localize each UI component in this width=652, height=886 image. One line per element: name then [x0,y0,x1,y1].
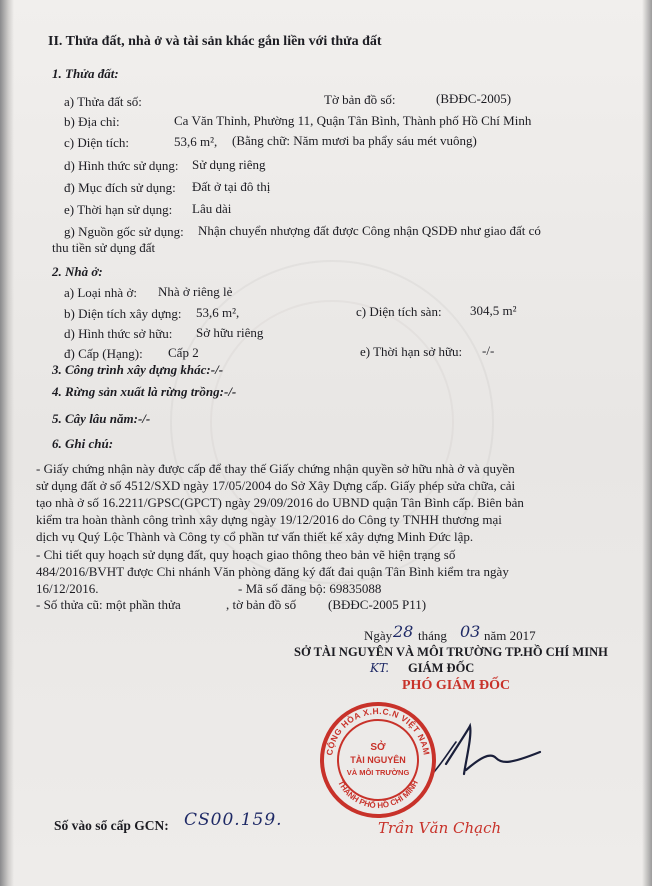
page-edge-right [642,0,652,886]
registry-value: CS00.159. [184,810,283,830]
svg-text:CỘNG HÒA X.H.C.N VIỆT NAM: CỘNG HÒA X.H.C.N VIỆT NAM [324,705,432,757]
ownership-term-value: -/- [482,343,495,358]
issue-month: 03 [460,622,481,641]
area-label: c) Diện tích: [64,135,129,150]
usage-origin-value-cont: thu tiền sử dụng đất [52,240,156,255]
page-edge-left [0,0,14,886]
section-title: II. Thửa đất, nhà ở và tài sản khác gắn liền với thửa đất [48,34,382,49]
ownership-form-value: Sở hữu riêng [196,325,264,340]
registry-code: - Mã số đăng bộ: 69835088 [238,581,382,596]
svg-text:SỞ: SỞ [370,742,386,753]
issue-year: năm 2017 [484,628,536,643]
usage-purpose-value: Đất ở tại đô thị [192,179,271,194]
official-seal [318,700,438,820]
issue-day: 28 [393,622,414,641]
usage-origin-value: Nhận chuyển nhượng đất được Công nhận QSDĐ như giao đất có [198,223,541,238]
usage-origin-label: g) Nguồn gốc sử dụng: [64,224,184,239]
ky-mark: KT. [370,661,390,675]
deputy-director-title: PHÓ GIÁM ĐỐC [402,678,511,693]
perennial-trees: 5. Cây lâu năm:-/- [52,411,151,426]
area-words: (Bằng chữ: Năm mươi ba phẩy sáu mét vuông) [232,133,477,148]
issue-date-prefix: Ngày [364,628,393,643]
old-map-label: , tờ bản đồ số [226,597,297,612]
ownership-term-label: e) Thời hạn sở hữu: [360,344,463,359]
note-line: - Giấy chứng nhận này được cấp để thay thế Giấy chứng nhận quyền sở hữu nhà ở và quyền [36,461,515,476]
usage-term-value: Lâu dài [192,201,232,216]
old-parcel-label: - Số thửa cũ: một phần thửa [36,597,181,612]
land-heading: 1. Thửa đất: [52,66,119,81]
floor-area-label: c) Diện tích sàn: [356,304,442,319]
usage-term-label: e) Thời hạn sử dụng: [64,202,173,217]
issuing-agency: SỞ TÀI NGUYÊN VÀ MÔI TRƯỜNG TP.HỒ CHÍ MINH [294,645,608,659]
registry-label: Số vào sổ cấp GCN: [54,818,169,833]
usage-form-value: Sử dụng riêng [192,157,266,172]
land-number-label: a) Thửa đất số: [64,94,142,109]
floor-area-value: 304,5 m² [470,303,517,318]
svg-text:VÀ MÔI TRƯỜNG: VÀ MÔI TRƯỜNG [346,768,410,777]
note-line: 16/12/2016. [36,581,99,596]
house-type-value: Nhà ở riêng lẻ [158,284,233,299]
note-line: 484/2016/BVHT được Chi nhánh Văn phòng đăng ký đất đai quận Tân Bình kiểm tra ngày [36,564,509,579]
house-grade-value: Cấp 2 [168,345,199,360]
house-heading: 2. Nhà ở: [52,264,103,279]
note-line: dịch vụ Quý Lộc Thành và Công ty cổ phần tư vấn thiết kế xây dựng Minh Đức lập. [36,529,474,544]
usage-form-label: d) Hình thức sử dụng: [64,158,179,173]
note-line: - Chi tiết quy hoạch sử dụng đất, quy hoạch giao thông theo bản vẽ hiện trạng số [36,547,456,562]
map-sheet-label: Tờ bản đồ số: [324,92,396,107]
house-type-label: a) Loại nhà ở: [64,285,137,300]
house-grade-label: đ) Cấp (Hạng): [64,346,143,361]
other-works: 3. Công trình xây dựng khác:-/- [52,362,224,377]
note-line: tạo nhà ở số 16.2211/GPSC(GPCT) ngày 29/09/2016 do UBND quận Tân Bình cấp. Biên bản [36,495,524,510]
issue-month-label: tháng [418,628,447,643]
svg-text:TÀI NGUYÊN: TÀI NGUYÊN [350,755,406,765]
area-value: 53,6 m², [174,134,218,149]
map-sheet-value: (BĐĐC-2005) [436,91,512,106]
signature-mark [420,712,580,792]
build-area-label: b) Diện tích xây dựng: [64,306,182,321]
note-line: sử dụng đất ở số 4512/SXD ngày 17/05/2004 do Sở Xây Dựng cấp. Giấy phép sửa chữa, cải [36,478,516,493]
notes-heading: 6. Ghi chú: [52,436,114,451]
svg-text:THÀNH PHỐ HỒ CHÍ MINH: THÀNH PHỐ HỒ CHÍ MINH [336,778,420,811]
director-title: GIÁM ĐỐC [408,661,475,675]
planted-forest: 4. Rừng sản xuất là rừng trồng:-/- [52,384,237,399]
usage-purpose-label: đ) Mục đích sử dụng: [64,180,176,195]
build-area-value: 53,6 m², [196,305,240,320]
old-map-value: (BĐĐC-2005 P11) [328,597,427,612]
signer-name: Trần Văn Chạch [378,819,502,837]
address-label: b) Địa chỉ: [64,114,120,129]
note-line: kiểm tra hoàn thành công trình xây dựng ngày 19/12/2016 do Công ty TNHH thương mại [36,512,502,527]
address-value: Ca Văn Thỉnh, Phường 11, Quận Tân Bình, Thành phố Hồ Chí Minh [174,113,532,128]
ownership-form-label: d) Hình thức sở hữu: [64,326,173,341]
